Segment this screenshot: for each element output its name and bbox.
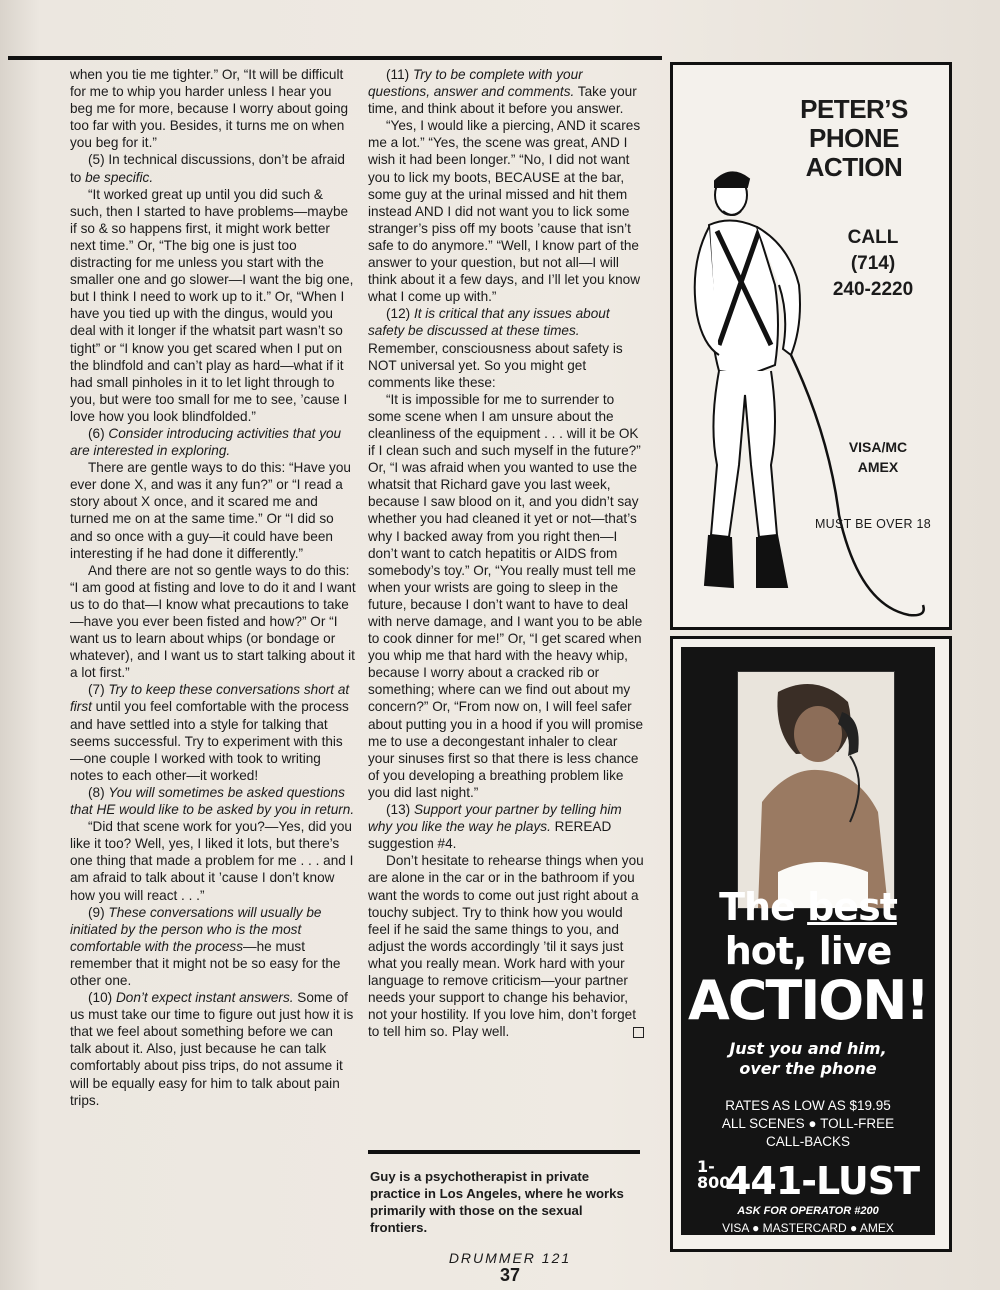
text: (7) — [88, 682, 109, 698]
paragraph — [70, 66, 356, 151]
tagline-line: Just you and him, — [729, 1039, 887, 1058]
ad-photo — [737, 671, 895, 909]
article-column-2 — [368, 66, 644, 1040]
paragraph — [368, 852, 644, 1040]
page-footer — [420, 1250, 600, 1284]
rates-line: RATES AS LOW AS $19.95 — [725, 1098, 891, 1113]
headline-action: ACTION! — [687, 969, 929, 1032]
paragraph — [70, 904, 356, 989]
headline-line: hot, live — [724, 929, 892, 973]
text: (6) — [88, 425, 109, 441]
text: Remember, consciousness about safety is NOT universal yet. So you might get comments like these: — [368, 340, 623, 390]
phone-number: 441-LUST — [724, 1159, 920, 1203]
text: Don’t hesitate to rehearse things when you are alone in the car or in the bathroom if you want the words to come out just right about a touchy subject. Try to think how you would feel if he said the same things to you, and adjust the words accordingly ’til it says just what you really mean. Work hard with your language to remove criticism—your partner needs your support to change his behavior, not your hostility. If you love him, don’t forget to tell him so. Play well. — [368, 853, 644, 1040]
text: REREAD suggestion #4. — [368, 819, 612, 852]
text: “Yes, I would like a piercing, AND it scares me a lot.” “Yes, the scene was great, AND I wish it had been longer.” “No, I did not want you to lick my boots, BECAUSE at the bar, some guy at the urinal missed and hit them instead AND I did not want you to lick some stranger’s piss off my boots ’cause that isn’t safe to do anymore.” “Well, I know part of the answer to your question, but not all—I will think about it a few days, and I’ll let you know what I come up with.” — [368, 118, 641, 305]
italic-text: Try to keep these conversations short at first — [70, 682, 350, 715]
ad-rates — [681, 1097, 935, 1151]
text: (9) — [88, 904, 109, 920]
paragraph — [368, 305, 644, 390]
author-bio: Guy is a psychotherapist in private practice in Los Angeles, where he works primarily with those on the sexual frontiers. — [370, 1169, 624, 1235]
paragraph — [70, 425, 356, 459]
italic-text: Try to be complete with your questions, answer and comments. — [368, 67, 583, 100]
ad-phone — [681, 1159, 935, 1203]
ad-call — [813, 225, 933, 303]
prefix-1: 1- — [696, 1157, 715, 1176]
paragraph — [70, 681, 356, 784]
text: And there are not so gentle ways to do this: “I am good at fisting and love to do it and I want us to do that—I know what precautions to take—have you ever been fisted and how?” Or “I want us to learn about whips (or bondage or whatever), and I want us to start talking about it a lot first.” — [70, 562, 356, 681]
italic-text: Don’t expect instant answers. — [115, 990, 294, 1006]
text: (13) — [386, 802, 414, 818]
text: There are gentle ways to do this: “Have you ever done X, and was it any fun?” or “I read a story about X once, and it scared me and turned me on at the same time.” Or “I did so and so once with a guy—it could have been interesting if he had done it differently.” — [70, 460, 351, 561]
bio-rule — [368, 1150, 640, 1154]
italic-text: It is critical that any issues about safety be discussed at these times. — [368, 306, 610, 339]
man-on-phone-illustration — [738, 672, 894, 908]
headline-word-underlined: best — [807, 885, 897, 929]
text: —he must remember that it might not be so easy for the other one. — [70, 938, 341, 988]
paragraph — [368, 66, 644, 117]
age-notice: MUST BE OVER 18 — [814, 517, 932, 531]
ad-headline — [681, 885, 935, 1032]
text: Take your time, and think about it before you answer. — [368, 84, 637, 117]
rates-line: ALL SCENES ● TOLL-FREE — [721, 1116, 895, 1131]
magazine-title: DRUMMER 121 — [448, 1250, 572, 1266]
area-code: (714) — [850, 253, 896, 274]
brand-line: PHONE — [809, 123, 899, 153]
paragraph — [70, 459, 356, 562]
article-column-1 — [70, 66, 356, 1109]
tagline-line: over the phone — [739, 1059, 877, 1078]
payment-line: AMEX — [857, 459, 899, 475]
top-rule — [8, 56, 662, 60]
text: when you tie me tighter.” Or, “It will be difficult for me to whip you harder unless I hear you beg me for more, because I worry about going too far with you. Besides, it turns me on when you beg for it.” — [70, 67, 349, 151]
ad-tagline — [681, 1039, 935, 1079]
ad-brand — [769, 95, 939, 182]
operator-note: ASK FOR OPERATOR #200 — [737, 1205, 879, 1217]
paragraph — [368, 117, 644, 305]
text: “Did that scene work for you?—Yes, did you like it too? Well, yes, I liked it lots, but there’s one thing that made a problem for me . . . and I am afraid to talk about it ’cause I don’t know how you will react . . .” — [70, 819, 354, 903]
italic-text: Support your partner by telling him why you like the way he plays. — [368, 802, 622, 835]
text: until you feel comfortable with the process and have settled into a style for talking that seems successful. Try to experiment with this—one couple I worked with took to writing notes to each other—it worked! — [70, 699, 349, 783]
phone-number: 240-2220 — [832, 279, 914, 300]
prefix-800: 800 — [696, 1173, 731, 1192]
payment-line: VISA/MC — [848, 439, 908, 455]
paragraph — [70, 151, 356, 185]
end-of-article-mark — [633, 1027, 644, 1038]
italic-text: Consider introducing activities that you are interested in exploring. — [70, 425, 342, 459]
leatherman-illustration — [679, 135, 939, 625]
paragraph — [70, 562, 356, 682]
ad-payment — [823, 437, 933, 477]
page-number: 37 — [499, 1265, 521, 1285]
paragraph — [368, 801, 644, 852]
lust-ad-frame — [670, 636, 952, 1252]
lust-ad — [681, 647, 935, 1235]
paragraph — [70, 989, 356, 1109]
call-label: CALL — [847, 227, 899, 248]
brand-line: ACTION — [805, 152, 903, 182]
text: (5) In technical discussions, don’t be afraid to — [70, 152, 345, 185]
peters-phone-action-ad — [670, 62, 952, 630]
italic-text: You will sometimes be asked questions that HE would like to be asked by you in return. — [70, 784, 355, 818]
rates-line: CALL-BACKS — [765, 1134, 851, 1149]
paragraph — [368, 391, 644, 801]
accepted-cards: VISA ● MASTERCARD ● AMEX — [722, 1221, 894, 1235]
text: Some of us must take our time to figure out just how it is that we feel about something before we can talk about it. Also, just because he can talk comfortably about piss trips, do not assume it will be equally easy for him to talk about pain trips. — [70, 990, 354, 1108]
paragraph — [70, 784, 356, 818]
brand-line: PETER’S — [800, 94, 908, 124]
italic-text: be specific. — [85, 169, 154, 185]
paragraph — [70, 818, 356, 903]
text: (10) — [88, 990, 116, 1006]
text: “It is impossible for me to surrender to some scene when I am unsure about the cleanliness of the equipment . . . will it be OK if I clean such and such myself in the future?” Or, “I was afraid when you wanted to use the whatsit that Richard gave you last week, because I saw blood on it, and you didn’t say whether you had cleaned it yet or not—that’s why I backed away from you right then—I don’t want to catch hepatitis or AIDS from somebody’s toy.” Or, “You really must tell me when your wrists are going to sleep in the future, because I don’t want to have to deal with nerve damage, and I want you to be able to cook dinner for me!” Or, “I get scared when you whip me that hard with the heavy whip, because I worry about a cracked rib or something; where can we find out about my concern?” Or, “From now on, I will feel safer about putting you in a hood if you will promise me to use a decongestant inhaler to clear your sinuses first so that there is less chance of you developing a breathing problem like you did last night.” — [368, 391, 644, 800]
paragraph — [70, 186, 356, 425]
text: “It worked great up until you did such & such, then I started to have problems—maybe if so & so happens first, it might work better next time.” Or, “The big one is just too distracting for me unless you start with the smaller one and go slower—I want the big one, but I think I need to work up to it.” Or, “When I have you tied up with the dingus, would you deal with it longer if the whatsit part wasn’t so tight” or “I know you get scared when I put on the blindfold and can’t play as hard—what if it had small pinholes in it to let light through to you, but were too small for me to see, ’cause I love how you look blindfolded.” — [70, 186, 354, 424]
headline-word: The — [719, 885, 808, 929]
phone-prefix — [696, 1157, 731, 1192]
text: (8) — [88, 784, 109, 800]
italic-text: These conversations will usually be initiated by the person who is the most comfortable with the process — [70, 904, 322, 954]
text: (11) — [386, 67, 413, 82]
text: (12) — [386, 306, 414, 322]
